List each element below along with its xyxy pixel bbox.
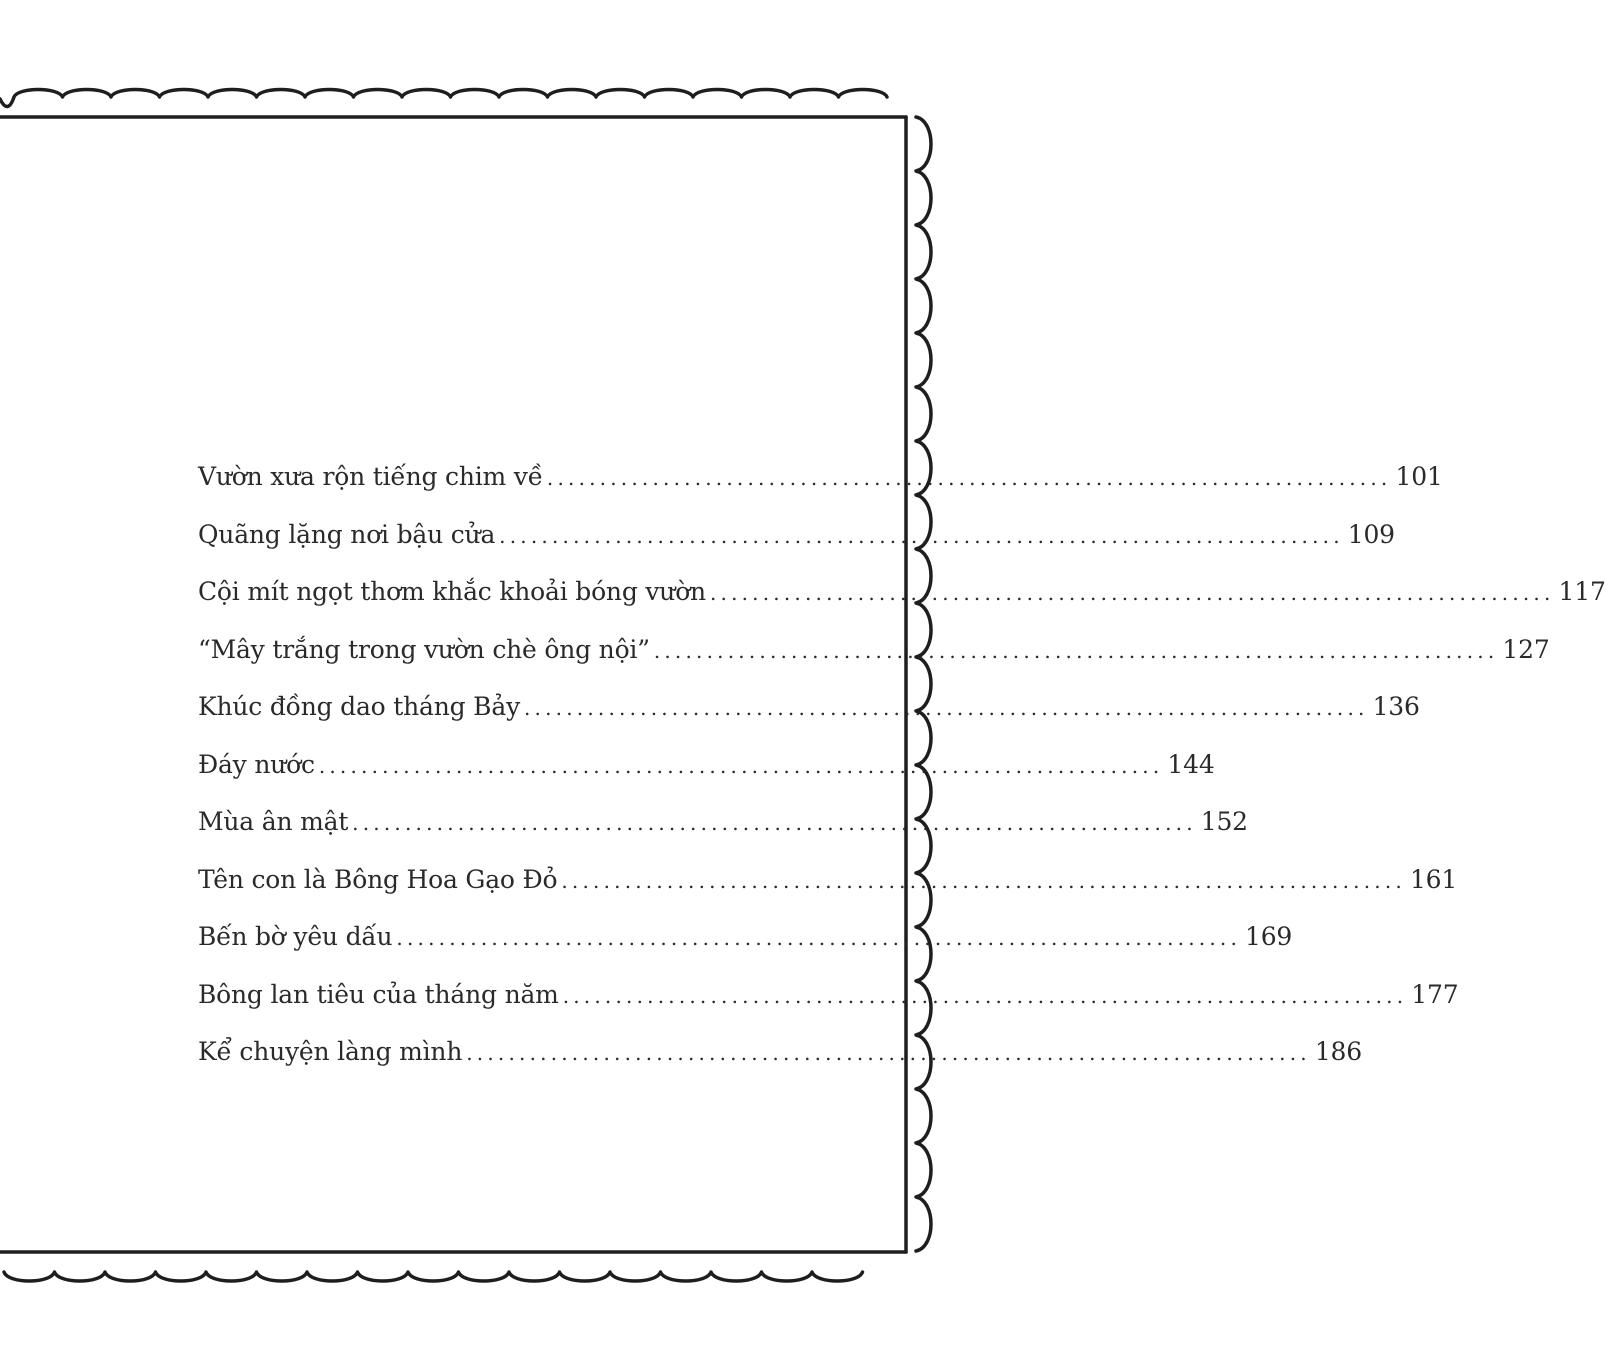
toc-entry[interactable] — [198, 1030, 1362, 1088]
toc-leader-dots: ................................................................................ — [499, 523, 1344, 548]
toc-entry-page-number: 161 — [1409, 864, 1458, 894]
toc-leader-dots: ................................................................................ — [318, 753, 1164, 778]
toc-entry[interactable] — [198, 743, 1215, 801]
toc-entry-title: Vườn xưa rộn tiếng chim về — [198, 462, 543, 491]
toc-entry-page-number: 136 — [1372, 692, 1420, 721]
toc-entry-title: Bông lan tiêu của tháng năm — [198, 979, 559, 1009]
toc-entry-page-number: 127 — [1502, 634, 1550, 664]
toc-leader-dots: ................................................................................ — [561, 868, 1406, 893]
toc-leader-dots: ................................................................................ — [396, 926, 1241, 950]
toc-entry-title: Khúc đồng dao tháng Bảy — [198, 692, 520, 721]
toc-entry[interactable] — [198, 513, 1395, 571]
toc-entry-title: “Mây trắng trong vườn chè ông nội” — [198, 634, 650, 664]
table-of-contents — [198, 455, 1606, 1088]
border-top-scallops — [0, 90, 887, 107]
border-right-scallops — [916, 117, 931, 1251]
toc-entry-title: Mùa ân mật — [198, 807, 349, 836]
toc-entry-page-number: 101 — [1395, 462, 1443, 491]
toc-entry[interactable] — [198, 628, 1550, 686]
toc-entry-page-number: 177 — [1411, 979, 1459, 1009]
toc-entry[interactable] — [198, 973, 1459, 1031]
toc-entry-title: Cội mít ngọt thơm khắc khoải bóng vườn — [198, 577, 706, 606]
toc-entry-page-number: 169 — [1245, 922, 1293, 951]
toc-leader-dots: ................................................................................ — [352, 811, 1197, 835]
toc-leader-dots: ................................................................................ — [546, 466, 1392, 490]
toc-entry-page-number: 152 — [1200, 807, 1248, 836]
toc-leader-dots: ................................................................................ — [562, 983, 1408, 1008]
toc-entry[interactable] — [198, 800, 1248, 858]
toc-entry-page-number: 117 — [1558, 577, 1606, 606]
toc-entry[interactable] — [198, 570, 1606, 628]
toc-entry[interactable] — [198, 915, 1293, 973]
toc-leader-dots: ................................................................................ — [653, 638, 1499, 663]
toc-entry-title: Quãng lặng nơi bậu cửa — [198, 519, 496, 549]
toc-entry[interactable] — [198, 858, 1458, 916]
toc-leader-dots: ................................................................................ — [466, 1041, 1311, 1065]
toc-entry-page-number: 144 — [1167, 749, 1215, 779]
toc-entry[interactable] — [198, 685, 1420, 743]
toc-leader-dots: ................................................................................ — [524, 696, 1369, 720]
toc-entry-title: Kể chuyện làng mình — [198, 1037, 463, 1066]
toc-entry[interactable] — [198, 455, 1443, 513]
toc-entry-page-number: 109 — [1347, 519, 1395, 549]
toc-leader-dots: ................................................................................ — [709, 581, 1555, 605]
toc-entry-title: Bến bờ yêu dấu — [198, 922, 393, 951]
toc-entry-title: Đáy nước — [198, 749, 315, 779]
toc-entry-title: Tên con là Bông Hoa Gạo Đỏ — [198, 864, 558, 894]
toc-entry-page-number: 186 — [1314, 1037, 1362, 1066]
border-bottom-scallops — [4, 1272, 863, 1281]
